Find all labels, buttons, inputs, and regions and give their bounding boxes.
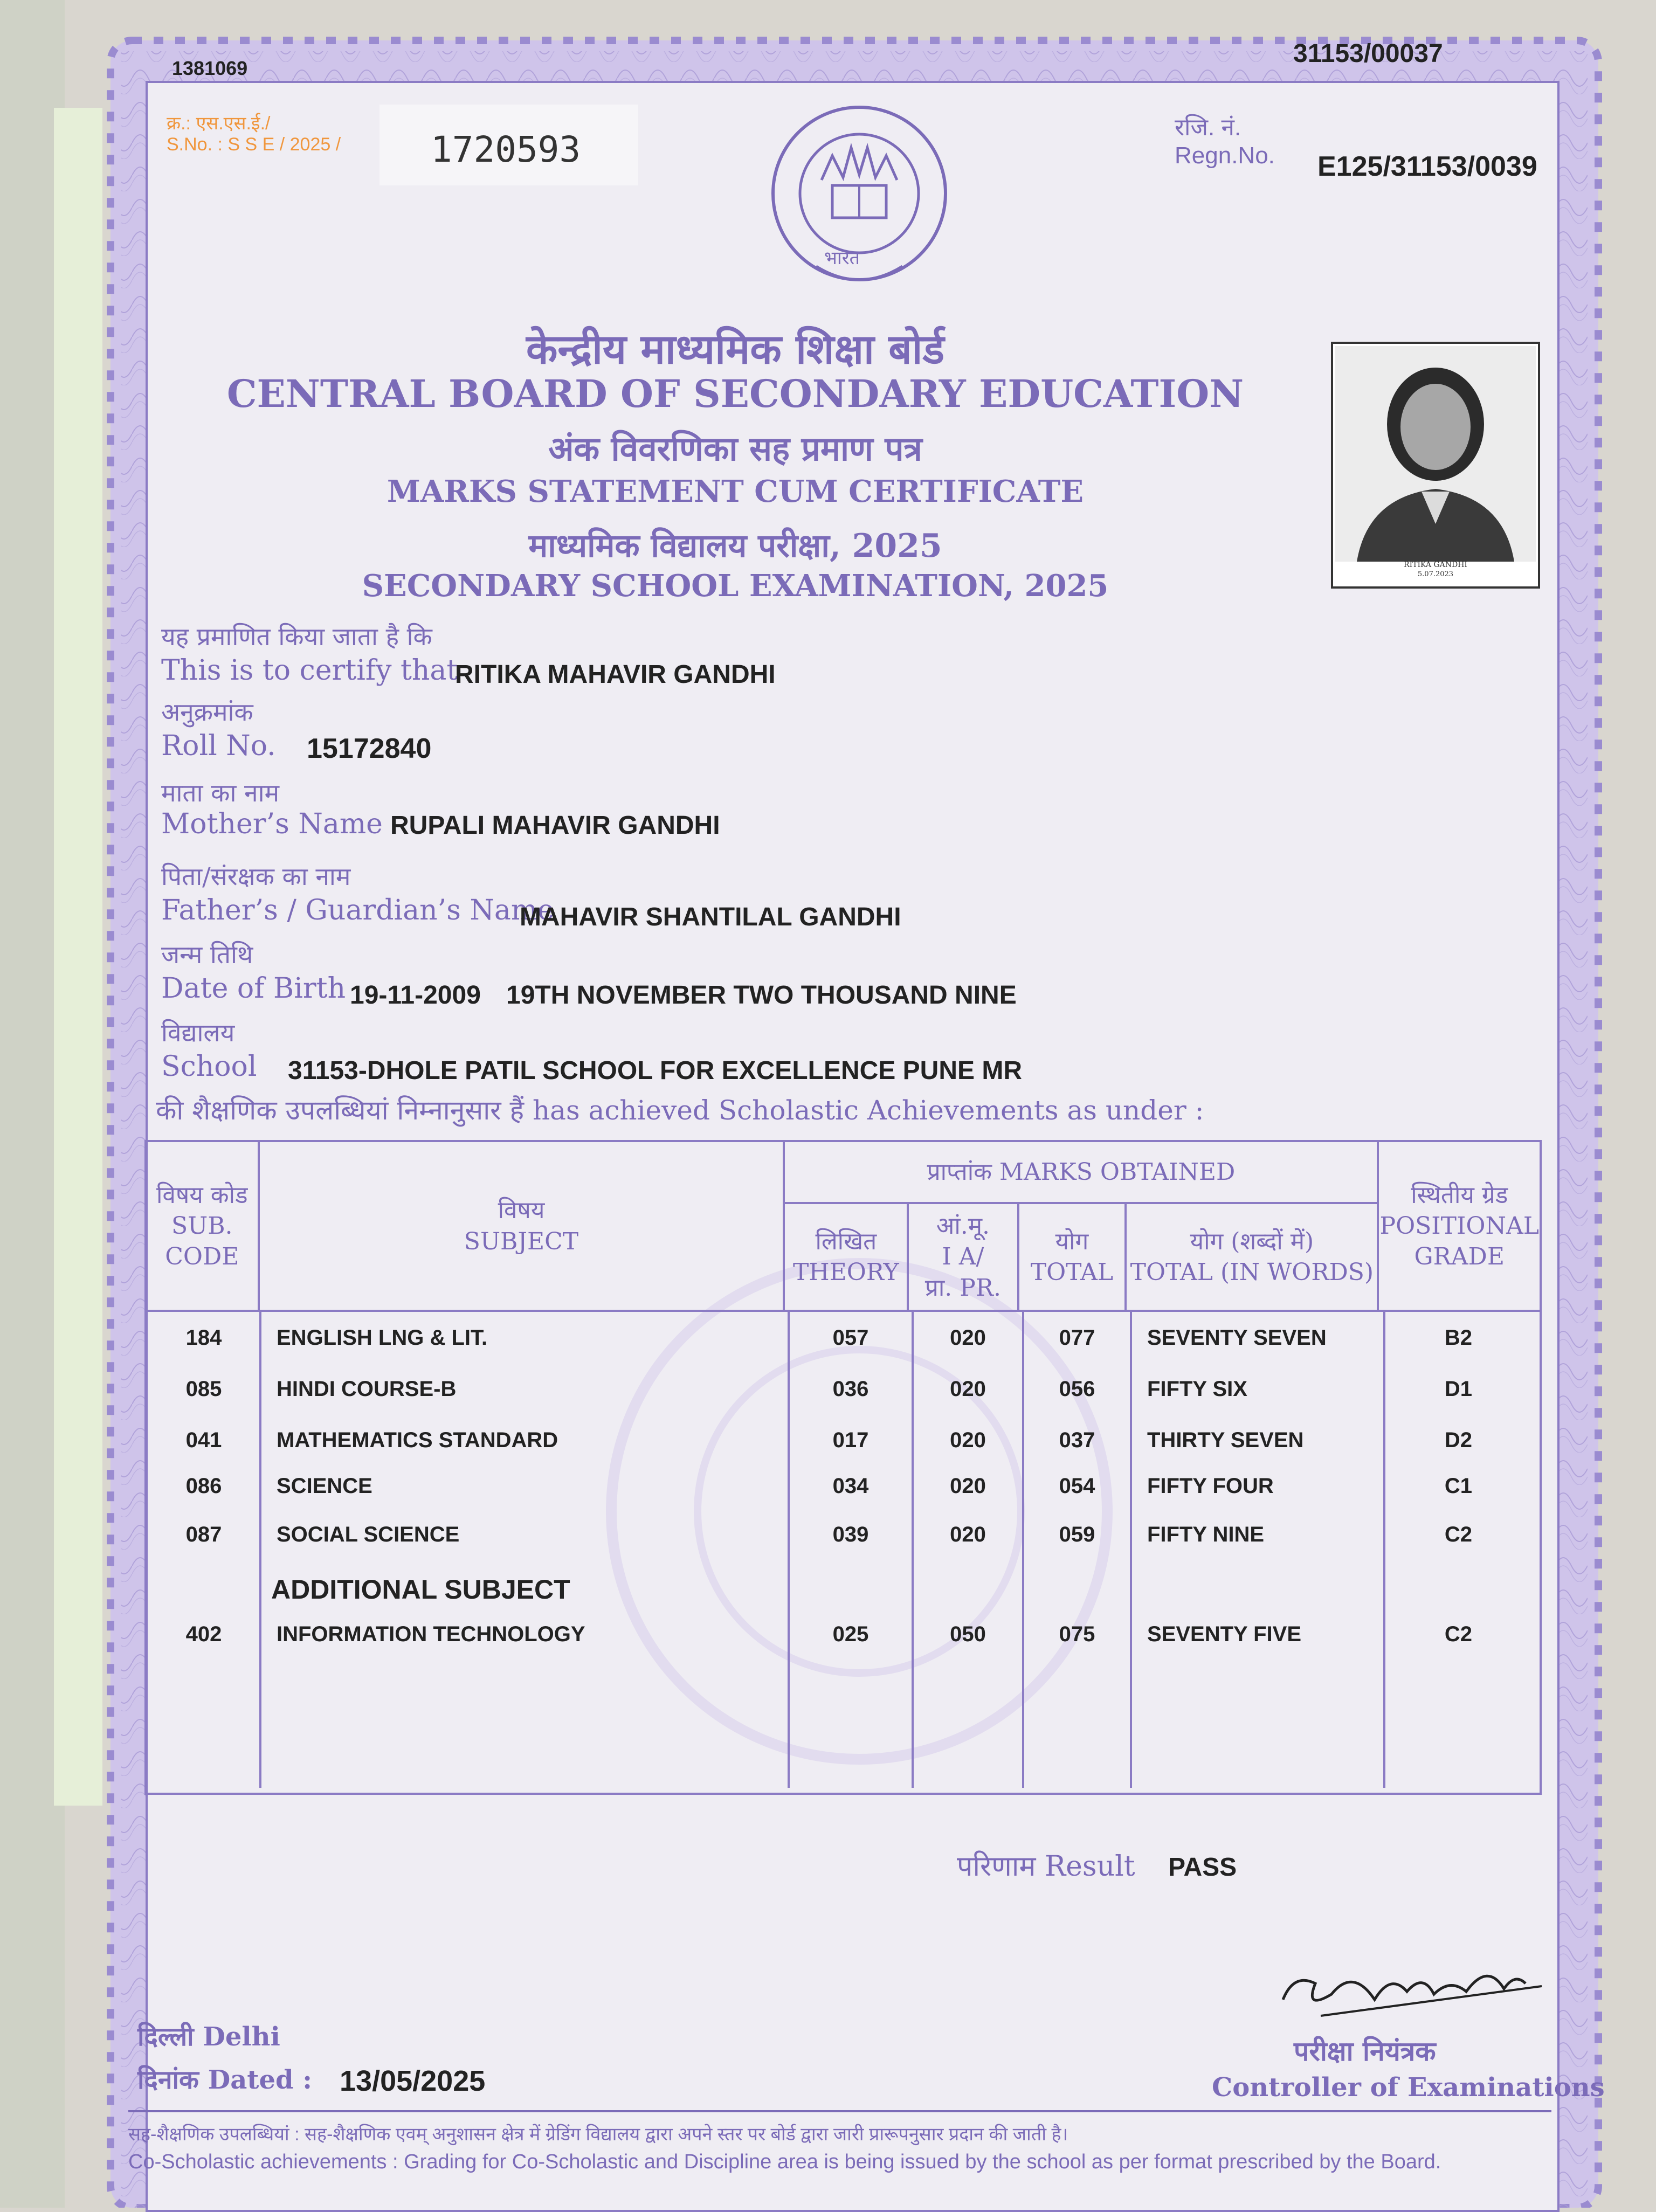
achieved-hindi: की शैक्षणिक उपलब्धियां निम्नानुसार हैं (156, 1095, 525, 1126)
father-label-english: Father’s / Guardian’s Name (161, 894, 554, 927)
header-total-words: योग (शब्दों में) TOTAL (IN WORDS) (1126, 1203, 1378, 1311)
cell-grade: C1 (1444, 1474, 1473, 1498)
cell-ia: 050 (950, 1622, 986, 1646)
roll-label-english: Roll No. (161, 730, 276, 762)
result-label-english: Result (1044, 1850, 1135, 1883)
board-name-hindi: केन्द्रीय माध्यमिक शिक्षा बोर्ड (526, 325, 944, 373)
cell-subject: ENGLISH LNG & LIT. (277, 1326, 488, 1350)
serial-top-left: 1381069 (172, 57, 248, 79)
student-photo (1331, 342, 1540, 589)
cell-subject: SCIENCE (277, 1474, 372, 1498)
controller-signature (1272, 1940, 1552, 2032)
cell-grade: B2 (1444, 1326, 1473, 1350)
board-name-english: CENTRAL BOARD OF SECONDARY EDUCATION (226, 371, 1244, 416)
cell-total: 037 (1059, 1428, 1095, 1452)
mother-label-hindi: माता का नाम (161, 778, 279, 807)
emblem-bharat: भारत (824, 247, 860, 269)
student-name: RITIKA MAHAVIR GANDHI (455, 660, 776, 689)
cell-total: 077 (1059, 1326, 1095, 1350)
controller-hindi: परीक्षा नियंत्रक (1294, 2035, 1436, 2067)
dated-line (137, 2062, 312, 2097)
marks-rows (147, 1312, 1539, 1787)
dated-hindi: दिनांक (137, 2065, 199, 2095)
certify-label-english: This is to certify that (161, 654, 458, 687)
cell-ia: 020 (950, 1428, 986, 1452)
certify-label-hindi: यह प्रमाणित किया जाता है कि (161, 622, 432, 651)
cell-words: THIRTY SEVEN (1147, 1428, 1304, 1452)
cell-theory: 017 (832, 1428, 869, 1452)
header-ia: आं.मू. I A/ प्रा. PR. (908, 1203, 1018, 1311)
sno-label-english: S.No. : S S E / 2025 / (167, 134, 341, 155)
cell-theory: 025 (832, 1622, 869, 1646)
result-line (957, 1846, 1135, 1884)
title-hindi: अंक विवरणिका सह प्रमाण पत्र (548, 429, 922, 468)
header-grade: स्थितीय ग्रेड POSITIONAL GRADE (1378, 1141, 1541, 1311)
place-line (137, 2019, 280, 2054)
title-english: MARKS STATEMENT CUM CERTIFICATE (387, 474, 1084, 509)
cell-words: FIFTY SIX (1147, 1377, 1247, 1401)
result-value: PASS (1168, 1853, 1237, 1882)
father-name: MAHAVIR SHANTILAL GANDHI (520, 903, 901, 931)
cell-theory: 057 (832, 1326, 869, 1350)
header-total: योग TOTAL (1018, 1203, 1126, 1311)
cell-ia: 020 (950, 1474, 986, 1498)
cell-code: 087 (185, 1523, 222, 1546)
cell-code: 041 (185, 1428, 222, 1452)
additional-subject-label: ADDITIONAL SUBJECT (271, 1574, 570, 1605)
dob-words: 19TH NOVEMBER TWO THOUSAND NINE (506, 981, 1017, 1010)
sno-value: 1720593 (431, 129, 581, 170)
note-hindi: सह-शैक्षणिक उपलब्धियां : सह-शैक्षणिक एवम् अनुशासन क्षेत्र में ग्रेडिंग विद्यालय द्वारा अपने स्तर पर बोर्ड द्वारा जारी प्रारूपनुसार प्रदान की जाती है। (128, 2124, 1068, 2145)
place-hindi: दिल्ली (137, 2022, 194, 2052)
father-label-hindi: पिता/संरक्षक का नाम (161, 862, 351, 891)
controller-english: Controller of Examinations (1212, 2072, 1605, 2103)
achieved-line (156, 1091, 1204, 1128)
cell-ia: 020 (950, 1326, 986, 1350)
cell-code: 085 (185, 1377, 222, 1401)
dated-english: Dated : (208, 2065, 313, 2095)
regn-label-english: Regn.No. (1175, 142, 1275, 169)
note-english: Co-Scholastic achievements : Grading for Co-Scholastic and Discipline area is being issued by the school as per format prescribed by the Board. (128, 2151, 1441, 2173)
cell-grade: D2 (1444, 1428, 1473, 1452)
header-subject: विषय SUBJECT (259, 1141, 784, 1311)
cell-ia: 020 (950, 1377, 986, 1401)
cell-subject: SOCIAL SCIENCE (277, 1523, 460, 1546)
marks-table (144, 1140, 1542, 1795)
sno-label-hindi: क्र.: एस.एस.ई./ (167, 113, 271, 134)
cell-subject: INFORMATION TECHNOLOGY (277, 1622, 585, 1646)
exam-hindi: माध्यमिक विद्यालय परीक्षा, 2025 (528, 527, 942, 565)
cell-words: SEVENTY FIVE (1147, 1622, 1302, 1646)
dob-label-english: Date of Birth (161, 972, 346, 1005)
cell-grade: D1 (1444, 1377, 1473, 1401)
exam-english: SECONDARY SCHOOL EXAMINATION, 2025 (362, 568, 1109, 604)
cell-code: 086 (185, 1474, 222, 1498)
roll-label-hindi: अनुक्रमांक (161, 697, 253, 727)
dob-label-hindi: जन्म तिथि (161, 940, 253, 969)
roll-number: 15172840 (307, 733, 432, 764)
cell-theory: 034 (832, 1474, 869, 1498)
mother-name: RUPALI MAHAVIR GANDHI (390, 811, 720, 840)
cell-total: 056 (1059, 1377, 1095, 1401)
regn-label-hindi: रजि. नं. (1175, 114, 1241, 141)
place-english: Delhi (203, 2022, 280, 2052)
student-portrait (1335, 346, 1536, 562)
marks-body (146, 1311, 1541, 1794)
cell-grade: C2 (1444, 1622, 1473, 1646)
header-sub-code: विषय कोड SUB. CODE (146, 1141, 259, 1311)
cell-total: 054 (1059, 1474, 1095, 1498)
cell-theory: 036 (832, 1377, 869, 1401)
dob-value: 19-11-2009 (350, 981, 481, 1010)
school-name: 31153-DHOLE PATIL SCHOOL FOR EXCELLENCE PUNE MR (288, 1056, 1022, 1085)
school-label-hindi: विद्यालय (161, 1018, 235, 1047)
serial-top-right: 31153/00037 (1293, 39, 1443, 68)
cell-ia: 020 (950, 1523, 986, 1546)
cell-total: 059 (1059, 1523, 1095, 1546)
achieved-english: has achieved Scholastic Achievements as under : (532, 1095, 1204, 1126)
issue-date: 13/05/2025 (340, 2065, 486, 2097)
cell-total: 075 (1059, 1622, 1095, 1646)
regn-value: E125/31153/0039 (1317, 151, 1537, 182)
cell-subject: MATHEMATICS STANDARD (277, 1428, 558, 1452)
cell-code: 402 (185, 1622, 222, 1646)
cell-words: SEVENTY SEVEN (1147, 1326, 1327, 1350)
cell-subject: HINDI COURSE-B (277, 1377, 457, 1401)
cell-words: FIFTY FOUR (1147, 1474, 1274, 1498)
cell-theory: 039 (832, 1523, 869, 1546)
paper-edge-strip (54, 108, 102, 1806)
cell-grade: C2 (1444, 1523, 1473, 1546)
school-label-english: School (161, 1050, 257, 1083)
photo-caption-date: 5.07.2023 (1417, 570, 1454, 578)
header-marks-obtained: प्राप्तांक MARKS OBTAINED (784, 1141, 1378, 1203)
result-label-hindi: परिणाम (957, 1850, 1036, 1883)
footer-divider (128, 2110, 1551, 2112)
cell-code: 184 (185, 1326, 222, 1350)
cell-words: FIFTY NINE (1147, 1523, 1265, 1546)
photo-caption-name: RITIKA GANDHI (1404, 561, 1467, 569)
header-theory: लिखित THEORY (784, 1203, 908, 1311)
mother-label-english: Mother’s Name (161, 808, 383, 840)
cbse-emblem (757, 105, 962, 309)
